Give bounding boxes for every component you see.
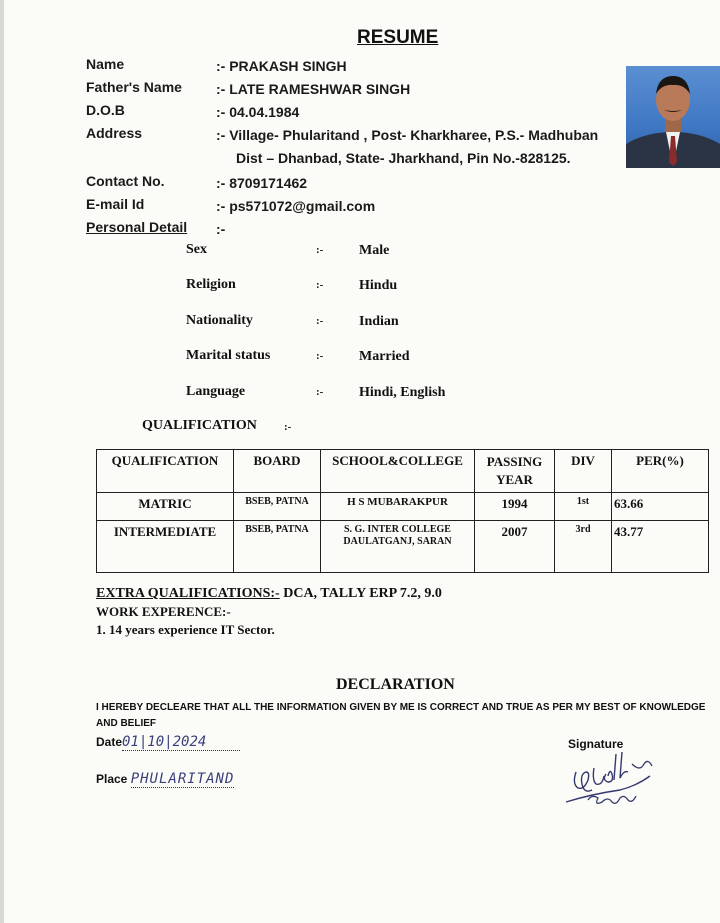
contact-label: Contact No. xyxy=(86,173,165,189)
profile-photo xyxy=(626,66,720,168)
extra-qualifications-value: DCA, TALLY ERP 7.2, 9.0 xyxy=(279,586,442,601)
signature-image xyxy=(562,750,662,814)
name-label: Name xyxy=(86,56,125,72)
page-title: RESUME xyxy=(357,27,439,48)
table-row xyxy=(97,493,709,521)
cell-school: H S MUBARAKPUR xyxy=(321,493,475,521)
religion-sep: :- xyxy=(316,279,324,291)
dob-value: :- 04.04.1984 xyxy=(216,104,300,120)
table-row xyxy=(97,521,709,573)
header-school: SCHOOL&COLLEGE xyxy=(321,450,475,493)
dob-label: D.O.B xyxy=(86,102,125,118)
cell-per: 43.77 xyxy=(612,521,709,573)
place-value: PHULARITAND xyxy=(130,771,235,787)
email-label: E-mail Id xyxy=(86,196,145,212)
religion-value: Hindu xyxy=(359,278,398,293)
date-label: Date xyxy=(96,735,123,749)
work-experience-heading: WORK EXPERENCE:- xyxy=(96,604,231,619)
table-header-row xyxy=(97,450,709,493)
contact-value: :- 8709171462 xyxy=(216,175,308,191)
cell-year: 2007 xyxy=(475,521,555,573)
cell-div: 3rd xyxy=(555,521,612,573)
declaration-heading: DECLARATION xyxy=(336,676,455,693)
name-value: :- PRAKASH SINGH xyxy=(216,58,347,74)
header-board: BOARD xyxy=(234,450,321,493)
header-div: DIV xyxy=(555,450,612,493)
nationality-value: Indian xyxy=(359,314,399,329)
marital-status-value: Married xyxy=(359,349,410,364)
cell-board: BSEB, PATNA xyxy=(234,521,321,573)
cell-qualification: MATRIC xyxy=(97,493,234,521)
extra-qualifications xyxy=(96,586,442,602)
language-label: Language xyxy=(186,384,246,399)
religion-label: Religion xyxy=(186,277,236,292)
header-passing-year: PASSING YEAR xyxy=(475,450,555,493)
work-experience-item: 1. 14 years experience IT Sector. xyxy=(96,622,275,637)
address-label: Address xyxy=(86,125,143,141)
father-name-label: Father's Name xyxy=(86,79,182,95)
header-qualification: QUALIFICATION xyxy=(97,450,234,493)
sex-value: Male xyxy=(359,243,390,258)
marital-status-label: Marital status xyxy=(186,348,271,363)
marital-status-sep: :- xyxy=(316,350,324,362)
nationality-sep: :- xyxy=(316,315,324,327)
page-edge xyxy=(0,0,4,923)
cell-per: 63.66 xyxy=(612,493,709,521)
place-row xyxy=(96,771,234,788)
email-value: :- ps571072@gmail.com xyxy=(216,198,376,214)
cell-div: 1st xyxy=(555,493,612,521)
father-name-value: :- LATE RAMESHWAR SINGH xyxy=(216,81,411,97)
date-row xyxy=(96,734,240,751)
extra-qualifications-label: EXTRA QUALIFICATIONS:- xyxy=(96,586,280,601)
nationality-label: Nationality xyxy=(186,313,253,328)
address-value: :- Village- Phularitand , Post- Kharkharee, P.S.- Madhuban xyxy=(216,127,599,143)
qualification-heading: QUALIFICATION xyxy=(142,418,257,433)
cell-qualification: INTERMEDIATE xyxy=(97,521,234,573)
sex-label: Sex xyxy=(186,242,207,257)
date-value: 01|10|2024 xyxy=(122,734,240,751)
language-sep: :- xyxy=(316,386,324,398)
qualification-table xyxy=(96,449,709,573)
personal-detail-sep: :- xyxy=(216,221,226,237)
qualification-sep: :- xyxy=(284,421,292,433)
cell-board: BSEB, PATNA xyxy=(234,493,321,521)
cell-school: S. G. INTER COLLEGE DAULATGANJ, SARAN xyxy=(321,521,475,573)
address-line2: Dist – Dhanbad, State- Jharkhand, Pin No.-828125. xyxy=(236,150,571,166)
header-per: PER(%) xyxy=(612,450,709,493)
cell-year: 1994 xyxy=(475,493,555,521)
personal-detail-label: Personal Detail xyxy=(86,219,188,235)
declaration-text: I HEREBY DECLEARE THAT ALL THE INFORMATION GIVEN BY ME IS CORRECT AND TRUE AS PER MY BEST OF KNOWLEDGE AND BELIEF xyxy=(96,702,706,729)
sex-sep: :- xyxy=(316,244,324,256)
language-value: Hindi, English xyxy=(359,385,446,400)
signature-label: Signature xyxy=(568,737,624,751)
place-label: Place xyxy=(96,772,128,786)
